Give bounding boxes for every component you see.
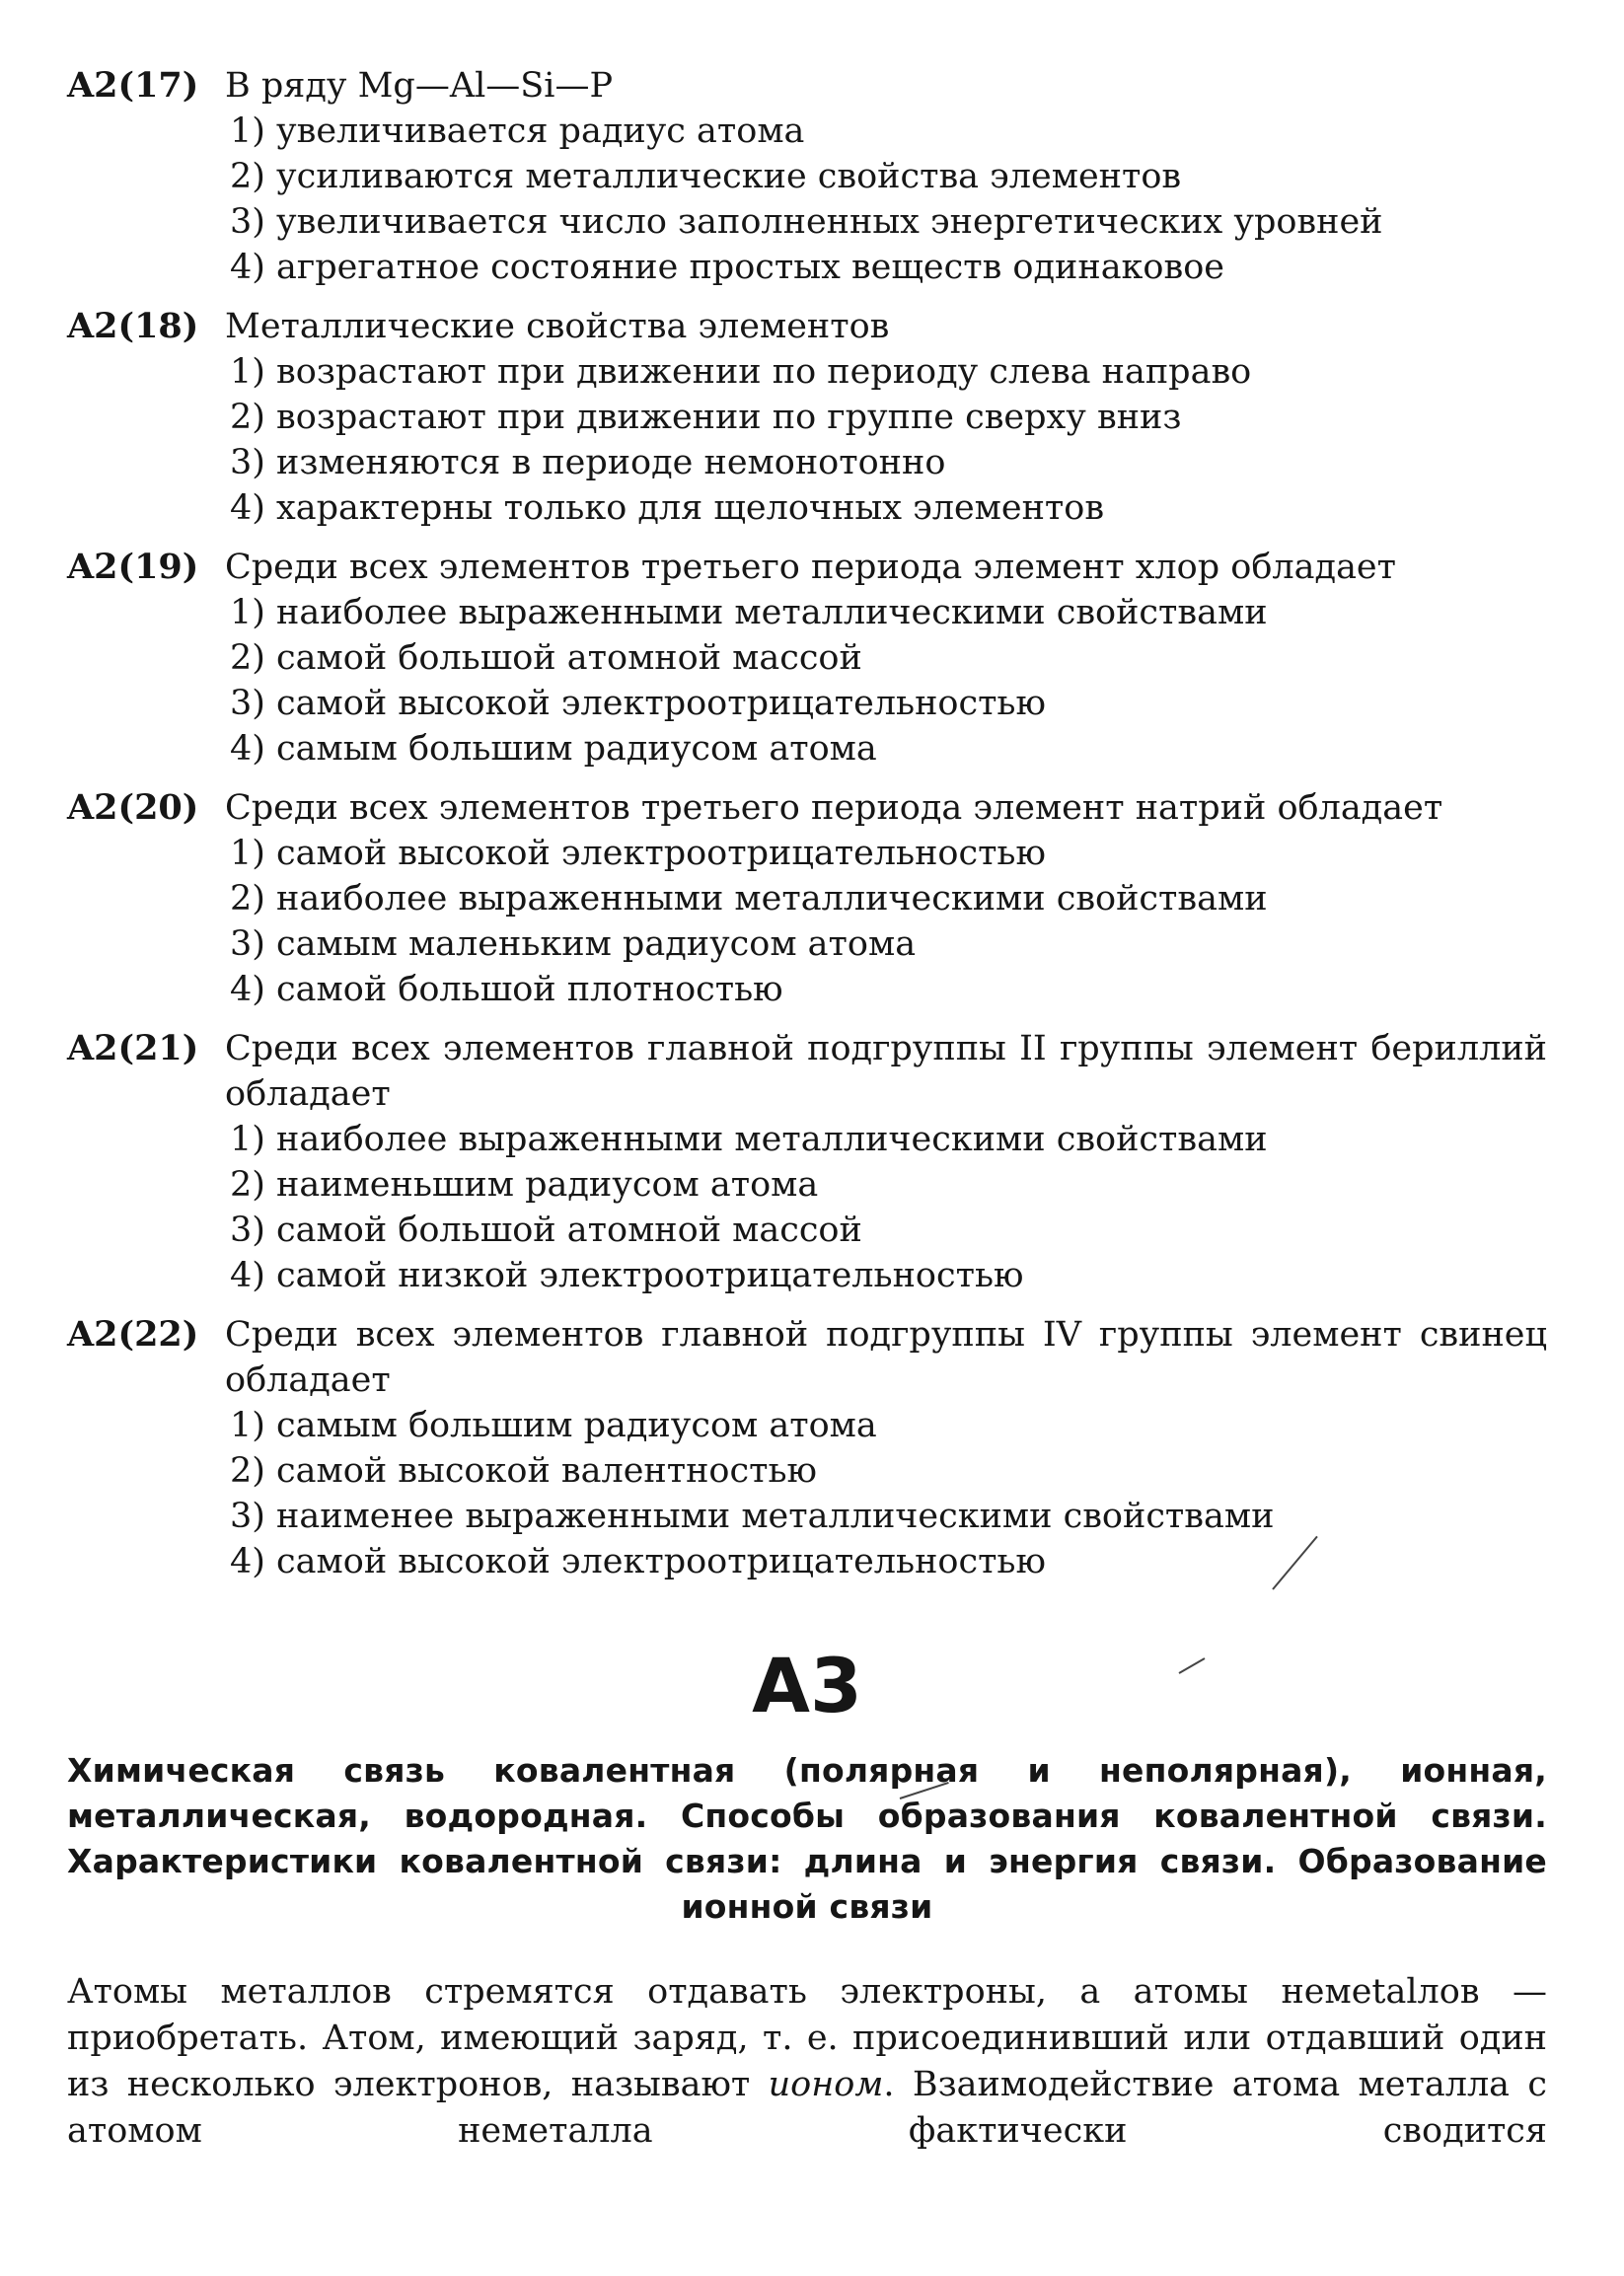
question-header [67, 545, 1547, 590]
question-block [67, 1026, 1547, 1298]
section-title: A3 [752, 1642, 862, 1729]
question-stem: Среди всех элементов главной подгруппы IV группы элемент свинец обладает [225, 1315, 1547, 1400]
question-block [67, 545, 1547, 771]
answer-options [230, 1403, 1547, 1584]
answer-option: 4) характерны только для щелочных элементов [230, 488, 1105, 528]
question-header [67, 1026, 1547, 1117]
question-header [67, 304, 1547, 349]
answer-options [230, 590, 1547, 771]
answer-options [230, 349, 1547, 531]
question-header [67, 1312, 1547, 1403]
question-stem: Среди всех элементов третьего периода элемент хлор обладает [225, 548, 1397, 587]
question-block [67, 63, 1547, 290]
answer-option: 2) самой большой атомной массой [230, 638, 862, 678]
answer-option: 3) изменяются в периоде немонотонно [230, 443, 946, 482]
question-number: A2(17) [67, 65, 199, 106]
question-stem: Среди всех элементов третьего периода элемент натрий обладает [225, 788, 1443, 828]
answer-option: 1) наиболее выраженными металлическими свойствами [230, 1120, 1268, 1159]
question-number: A2(21) [67, 1028, 199, 1068]
body-emphasis: ионом [768, 2065, 884, 2104]
answer-option: 3) наименее выраженными металлическими свойствами [230, 1497, 1275, 1536]
answer-option: 4) самой высокой электроотрицательностью [230, 1542, 1046, 1581]
question-list [67, 63, 1547, 1584]
answer-option: 1) наиболее выраженными металлическими свойствами [230, 593, 1268, 632]
question-header [67, 785, 1547, 831]
question-number: A2(20) [67, 787, 199, 828]
question-number: A2(19) [67, 547, 199, 587]
answer-option: 4) самой большой плотностью [230, 970, 783, 1009]
answer-option: 3) самым маленьким радиусом атома [230, 924, 917, 964]
question-stem: Среди всех элементов главной подгруппы II группы элемент бериллий обладает [225, 1029, 1547, 1114]
answer-option: 3) самой высокой электроотрицательностью [230, 684, 1046, 723]
answer-options [230, 109, 1547, 290]
answer-option: 1) увеличивается радиус атома [230, 111, 805, 151]
question-number: A2(18) [67, 306, 199, 346]
question-number: A2(22) [67, 1314, 199, 1355]
answer-options [230, 1117, 1547, 1298]
section-subtitle: Химическая связь ковалентная (полярная и неполярная), ионная, металлическая, водородная. Способы образования ковалентной связи. Характеристики ковалентной связи: длина и энергия связи. Образование ионной связи [67, 1751, 1547, 1926]
answer-options [230, 831, 1547, 1012]
answer-option: 4) самым большим радиусом атома [230, 729, 877, 769]
answer-option: 1) самым большим радиусом атома [230, 1406, 877, 1445]
question-header [67, 63, 1547, 109]
answer-option: 2) самой высокой валентностью [230, 1451, 817, 1491]
answer-option: 3) увеличивается число заполненных энергетических уровней [230, 202, 1383, 242]
body-text-end: . Взаимодействие атома металла с атомом неметалла фактически сводится [67, 2065, 1547, 2151]
body-text-start: Атомы металлов стремятся отдавать электроны, а атомы немetalлов — приобретать. Атом, имеющий заряд, т. е. присоединивший или отдавший один из несколько электронов, называют [67, 1972, 1547, 2104]
answer-option: 2) возрастают при движении по группе сверху вниз [230, 398, 1182, 437]
answer-option: 3) самой большой атомной массой [230, 1211, 862, 1250]
answer-option: 1) самой высокой электроотрицательностью [230, 834, 1046, 873]
body-paragraph [67, 1969, 1547, 2155]
answer-option: 4) агрегатное состояние простых веществ одинаковое [230, 248, 1224, 287]
question-block [67, 1312, 1547, 1584]
answer-option: 2) усиливаются металлические свойства элементов [230, 157, 1182, 196]
question-stem: Металлические свойства элементов [225, 307, 890, 346]
answer-option: 2) наиболее выраженными металлическими свойствами [230, 879, 1268, 918]
answer-option: 1) возрастают при движении по периоду слева направо [230, 352, 1252, 392]
answer-option: 4) самой низкой электроотрицательностью [230, 1256, 1024, 1295]
question-block [67, 785, 1547, 1012]
question-stem: В ряду Mg—Al—Si—P [225, 66, 614, 106]
question-block [67, 304, 1547, 531]
answer-option: 2) наименьшим радиусом атома [230, 1165, 819, 1205]
page-content [67, 63, 1547, 2155]
